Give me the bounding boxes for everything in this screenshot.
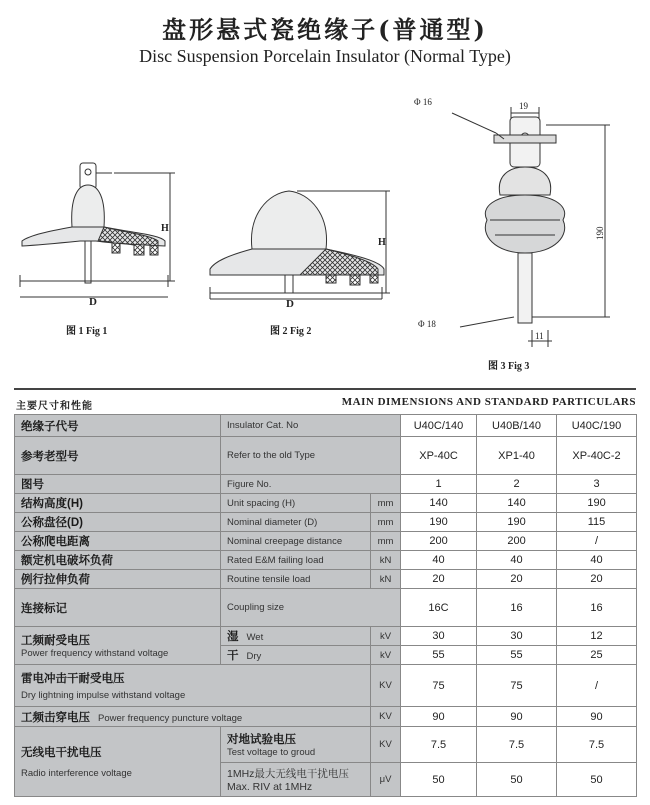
- page-title-cn: 盘形悬式瓷绝缘子(普通型): [162, 15, 488, 44]
- table-cell: 75: [401, 665, 477, 707]
- table-cell: 12: [557, 627, 637, 646]
- table-cell: 16: [557, 589, 637, 627]
- table-row: [15, 589, 637, 627]
- fig-cn: 图号: [21, 479, 44, 491]
- puncture-cn: 工频击穿电压: [21, 711, 90, 724]
- table-row: [15, 513, 637, 532]
- table-cell: 140: [477, 494, 557, 513]
- figure-2-drawing: [210, 191, 390, 310]
- table-cell: 50: [477, 763, 557, 797]
- fig3-w11-label: 11: [535, 331, 544, 341]
- table-cell: 7.5: [557, 727, 637, 763]
- table-cell: 30: [401, 627, 477, 646]
- table-row: [15, 494, 637, 513]
- table-cell: /: [557, 532, 637, 551]
- table-cell: 190: [557, 494, 637, 513]
- pf-dry-unit: kV: [379, 649, 392, 661]
- table-cell: 190: [477, 513, 557, 532]
- table-cell: 55: [401, 646, 477, 665]
- table-cell: XP1-40: [477, 437, 557, 475]
- li-unit: KV: [379, 680, 392, 691]
- puncture-en: Power frequency puncture voltage: [98, 712, 243, 724]
- table-row: [15, 532, 637, 551]
- d-unit: mm: [377, 516, 394, 528]
- table-cell: 40: [401, 551, 477, 570]
- old-en: Refer to the old Type: [227, 450, 316, 461]
- table-cell: 90: [557, 707, 637, 727]
- riv-max-unit: μV: [379, 774, 392, 785]
- table-cell: 140: [401, 494, 477, 513]
- table-cell: 40: [557, 551, 637, 570]
- table-cell: 1: [401, 475, 477, 494]
- cat-en: Insulator Cat. No: [227, 420, 299, 431]
- table-cell: 2: [477, 475, 557, 494]
- divider-top: [14, 388, 636, 390]
- figure-2-caption: 图 2 Fig 2: [270, 326, 312, 337]
- creep-cn: 公称爬电距离: [21, 536, 90, 548]
- table-cell: 20: [557, 570, 637, 589]
- pf-wet-cn: 湿: [227, 631, 239, 643]
- table-cell: 3: [557, 475, 637, 494]
- table-cell: 40: [477, 551, 557, 570]
- table-cell: 200: [401, 532, 477, 551]
- riv-en: Radio interference voltage: [21, 768, 132, 779]
- table-row: [15, 437, 637, 475]
- pf-wet-unit: kV: [379, 630, 392, 642]
- riv-test-en: Test voltage to groud: [227, 747, 316, 758]
- cat-cn: 绝缘子代号: [21, 420, 79, 433]
- table-row: [15, 475, 637, 494]
- figure-3-drawing: [414, 97, 610, 347]
- table-cell: 115: [557, 513, 637, 532]
- creep-en: Nominal creepage distance: [227, 535, 343, 547]
- fig2-d-label: D: [286, 298, 294, 310]
- table-cell: 7.5: [477, 727, 557, 763]
- riv-max-en: Max. RIV at 1MHz: [227, 781, 313, 793]
- section-title-en: MAIN DIMENSIONS AND STANDARD PARTICULARS: [341, 396, 636, 408]
- table-cell: XP-40C-2: [557, 437, 637, 475]
- figure-1-drawing: [20, 163, 175, 308]
- table-row: [15, 707, 637, 727]
- table-cell: U40C/140: [401, 415, 477, 437]
- table-row: [15, 627, 637, 646]
- tensile-unit: kN: [379, 573, 392, 585]
- table-cell: /: [557, 665, 637, 707]
- section-title-cn: 主要尺寸和性能: [16, 401, 93, 412]
- table-cell: 30: [477, 627, 557, 646]
- h-en: Unit spacing (H): [227, 497, 296, 509]
- coupling-cn: 连接标记: [21, 602, 67, 615]
- table-row: [15, 415, 637, 437]
- d-cn: 公称盘径(D): [21, 517, 83, 529]
- riv-test-cn: 对地试验电压: [227, 734, 296, 746]
- table-cell: 20: [401, 570, 477, 589]
- table-cell: 90: [401, 707, 477, 727]
- fig3-w19-label: 19: [519, 101, 528, 111]
- table-cell: 16C: [401, 589, 477, 627]
- old-cn: 参考老型号: [21, 450, 79, 463]
- fig3-phi18-label: Φ 18: [418, 319, 436, 329]
- table-cell: 55: [477, 646, 557, 665]
- fig3-h190-label: 190: [595, 226, 605, 240]
- em-unit: kN: [379, 554, 392, 566]
- table-cell: 50: [557, 763, 637, 797]
- pf-cn: 工频耐受电压: [21, 635, 90, 647]
- tensile-cn: 例行拉伸负荷: [21, 574, 90, 586]
- table-row: [15, 570, 637, 589]
- page-title-en: Disc Suspension Porcelain Insulator (Normal Type): [139, 46, 511, 66]
- h-cn: 结构高度(H): [21, 498, 83, 510]
- table-cell: 190: [401, 513, 477, 532]
- fig1-h-label: H: [161, 223, 169, 234]
- riv-test-unit: KV: [379, 739, 392, 750]
- li-cn: 雷电冲击干耐受电压: [21, 673, 125, 685]
- specification-table: [14, 414, 637, 797]
- d-en: Nominal diameter (D): [227, 516, 318, 528]
- figure-3-caption: 图 3 Fig 3: [488, 361, 530, 372]
- pf-dry-en: Dry: [246, 651, 262, 662]
- table-cell: 25: [557, 646, 637, 665]
- table-row: [15, 551, 637, 570]
- figure-1-caption: 图 1 Fig 1: [66, 326, 108, 337]
- table-cell: U40C/190: [557, 415, 637, 437]
- table-row: [15, 727, 637, 763]
- table-cell: 75: [477, 665, 557, 707]
- table-cell: U40B/140: [477, 415, 557, 437]
- creep-unit: mm: [377, 535, 394, 547]
- table-cell: 16: [477, 589, 557, 627]
- fig2-h-label: H: [378, 237, 386, 248]
- coupling-en: Coupling size: [227, 602, 285, 613]
- tensile-en: Routine tensile load: [227, 573, 311, 585]
- pf-dry-cn: 干: [227, 650, 239, 662]
- puncture-unit: KV: [379, 711, 392, 722]
- table-cell: 20: [477, 570, 557, 589]
- table-cell: 200: [477, 532, 557, 551]
- pf-wet-en: Wet: [246, 632, 264, 643]
- fig3-phi16-label: Φ 16: [414, 97, 432, 107]
- riv-max-cn: 1MHz最大无线电干扰电压: [227, 768, 349, 780]
- fig-en: Figure No.: [227, 478, 272, 490]
- table-cell: XP-40C: [401, 437, 477, 475]
- riv-cn: 无线电干扰电压: [21, 747, 102, 759]
- pf-en: Power frequency withstand voltage: [21, 648, 169, 659]
- h-unit: mm: [377, 497, 394, 509]
- table-cell: 50: [401, 763, 477, 797]
- li-en: Dry lightning impulse withstand voltage: [21, 690, 186, 701]
- table-cell: 7.5: [401, 727, 477, 763]
- fig1-d-label: D: [89, 296, 97, 308]
- table-row: [15, 665, 637, 707]
- table-cell: 90: [477, 707, 557, 727]
- em-cn: 额定机电破坏负荷: [21, 555, 113, 567]
- em-en: Rated E&M failing load: [227, 554, 324, 566]
